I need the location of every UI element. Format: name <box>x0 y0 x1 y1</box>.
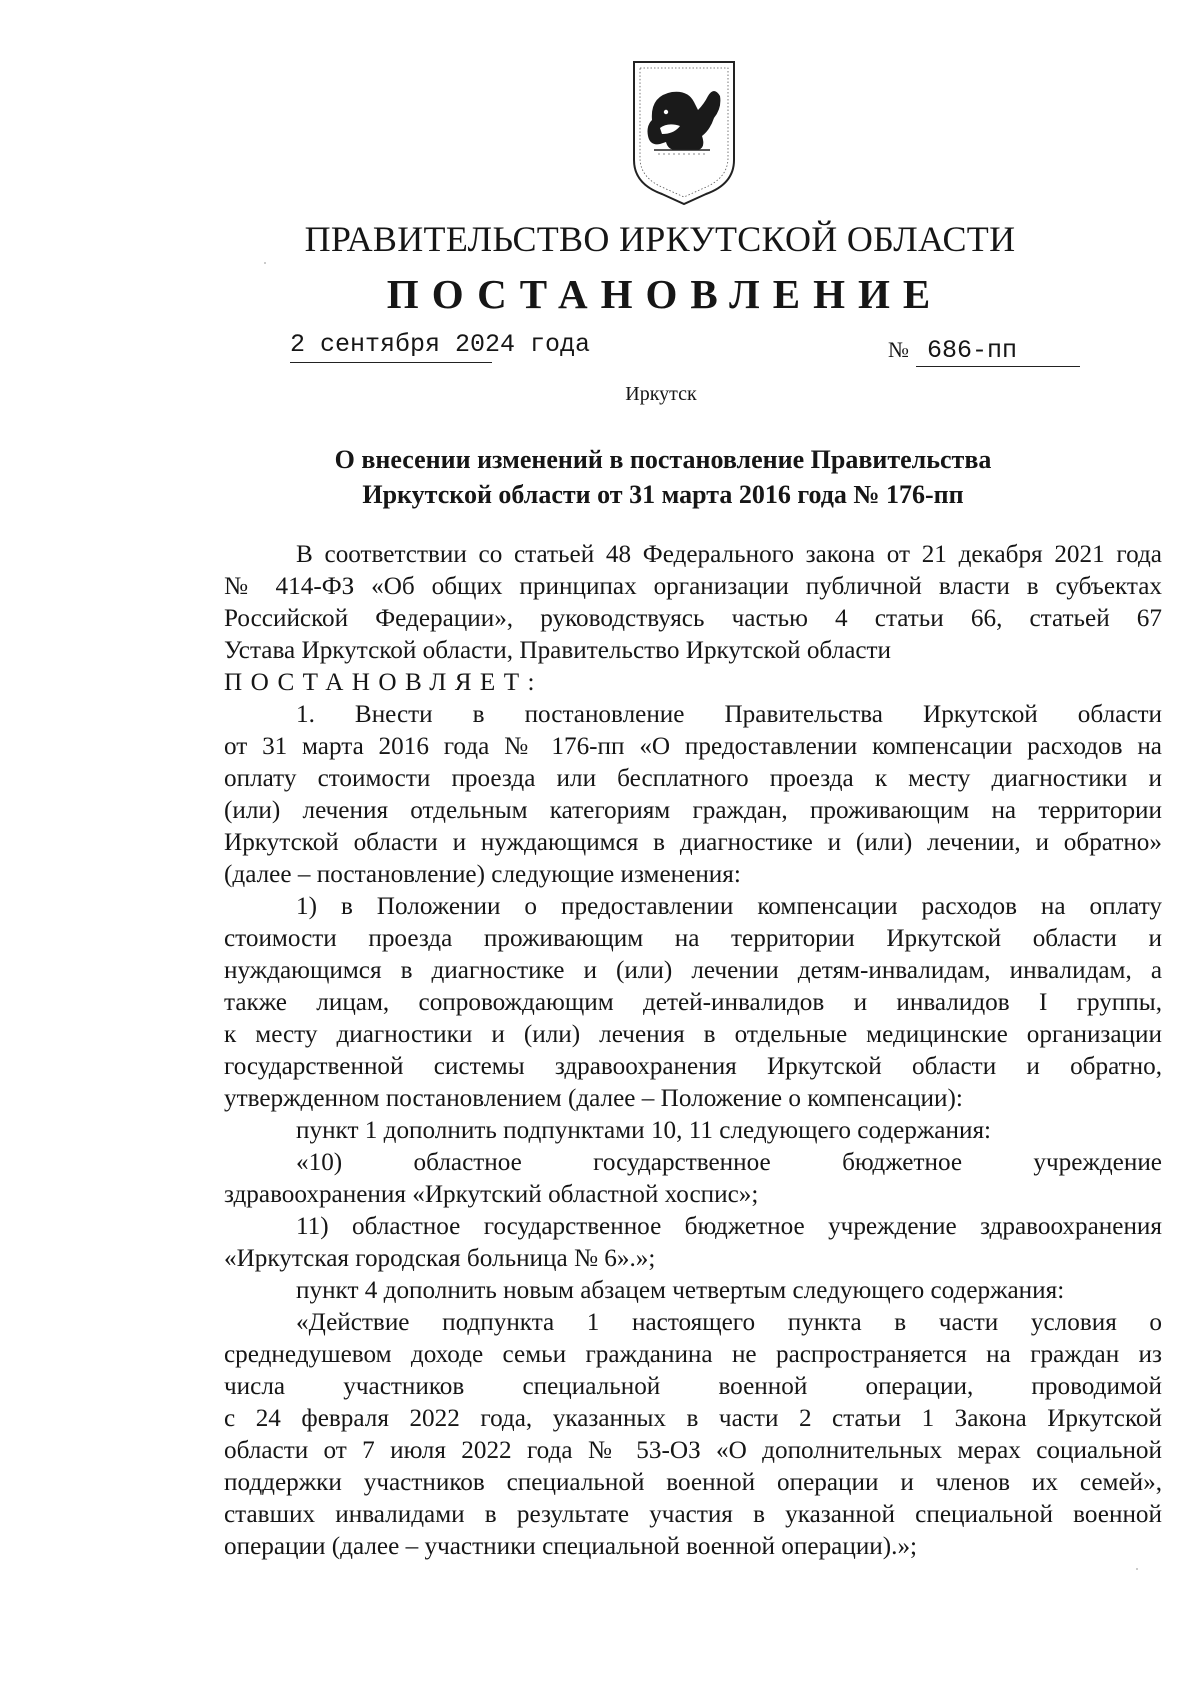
text-line: 1. Внести в постановление Правительства Иркутской области <box>296 701 1162 728</box>
city-name: Иркутск <box>625 383 697 405</box>
government-title: ПРАВИТЕЛЬСТВО ИРКУТСКОЙ ОБЛАСТИ <box>304 219 1016 259</box>
text-line: стоимости проезда проживающим на территории Иркутской области и <box>224 925 1162 952</box>
text-line: 1) в Положении о предоставлении компенсации расходов на оплату <box>296 893 1162 920</box>
text-line: пункт 4 дополнить новым абзацем четвертым следующего содержания: <box>296 1277 1065 1304</box>
text-line: ставших инвалидами в результате участия в указанной специальной военной <box>224 1501 1162 1528</box>
text-line: 11) областное государственное бюджетное учреждение здравоохранения <box>296 1213 1162 1240</box>
scan-speck <box>264 262 266 264</box>
text-line: здравоохранения «Иркутский областной хоспис»; <box>224 1181 759 1208</box>
text-line: области от 7 июля 2022 года № 53-ОЗ «О дополнительных мерах социальной <box>224 1437 1162 1464</box>
number-sign: № <box>888 337 909 362</box>
text-line: операции (далее – участники специальной военной операции).»; <box>224 1533 918 1560</box>
resolves-word: ПОСТАНОВЛЯЕТ: <box>224 669 543 696</box>
text-line: поддержки участников специальной военной операции и членов их семей», <box>224 1469 1162 1496</box>
text-line: числа участников специальной военной операции, проводимой <box>224 1373 1162 1400</box>
document-date: 2 сентября 2024 года <box>290 330 591 359</box>
text-line: также лицам, сопровождающим детей-инвалидов и инвалидов I группы, <box>224 989 1162 1016</box>
number-value: 686-пп <box>927 336 1018 365</box>
text-line: с 24 февраля 2022 года, указанных в части 2 статьи 1 Закона Иркутской <box>224 1405 1162 1432</box>
text-line: утвержденном постановлением (далее – Положение о компенсации): <box>224 1085 963 1112</box>
text-line: (или) лечения отдельным категориям граждан, проживающим на территории <box>224 797 1162 824</box>
text-line: оплату стоимости проезда или бесплатного проезда к месту диагностики и <box>224 765 1162 792</box>
document-number <box>888 336 1017 365</box>
text-line: Иркутской области и нуждающимся в диагностике и (или) лечении, и обратно» <box>224 829 1162 856</box>
text-line: государственной системы здравоохранения Иркутской области и обратно, <box>224 1053 1162 1080</box>
subject-line: Иркутской области от 31 марта 2016 года № 176-пп <box>362 480 964 509</box>
text-line: среднедушевом доходе семьи гражданина не распространяется на граждан из <box>224 1341 1162 1368</box>
number-underline <box>916 366 1080 367</box>
scan-speck <box>1136 1568 1138 1570</box>
text-line: «10) областное государственное бюджетное учреждение <box>296 1149 1162 1176</box>
date-underline <box>290 362 492 363</box>
text-line: Устава Иркутской области, Правительство Иркутской области <box>224 637 892 664</box>
text-line: «Иркутская городская больница № 6».»; <box>224 1245 656 1272</box>
subject-line: О внесении изменений в постановление Правительства <box>334 445 992 474</box>
text-line: от 31 марта 2016 года № 176-пп «О предоставлении компенсации расходов на <box>224 733 1162 760</box>
text-line: В соответствии со статьей 48 Федерального закона от 21 декабря 2021 года <box>296 541 1162 568</box>
text-line: (далее – постановление) следующие изменения: <box>224 861 741 888</box>
text-line: к месту диагностики и (или) лечения в отдельные медицинские организации <box>224 1021 1162 1048</box>
document-kind-title: ПОСТАНОВЛЕНИЕ <box>386 271 944 317</box>
text-line: Российской Федерации», руководствуясь частью 4 статьи 66, статьей 67 <box>224 605 1162 632</box>
text-line: пункт 1 дополнить подпунктами 10, 11 следующего содержания: <box>296 1117 992 1144</box>
document-subject <box>0 442 1200 512</box>
text-line: нуждающимся в диагностике и (или) лечении детям-инвалидам, инвалидам, а <box>224 957 1162 984</box>
coat-of-arms-emblem <box>628 56 740 208</box>
text-line: «Действие подпункта 1 настоящего пункта в части условия о <box>296 1309 1162 1336</box>
document-body <box>224 539 1162 1563</box>
text-line: № 414-ФЗ «Об общих принципах организации публичной власти в субъектах <box>224 573 1162 600</box>
